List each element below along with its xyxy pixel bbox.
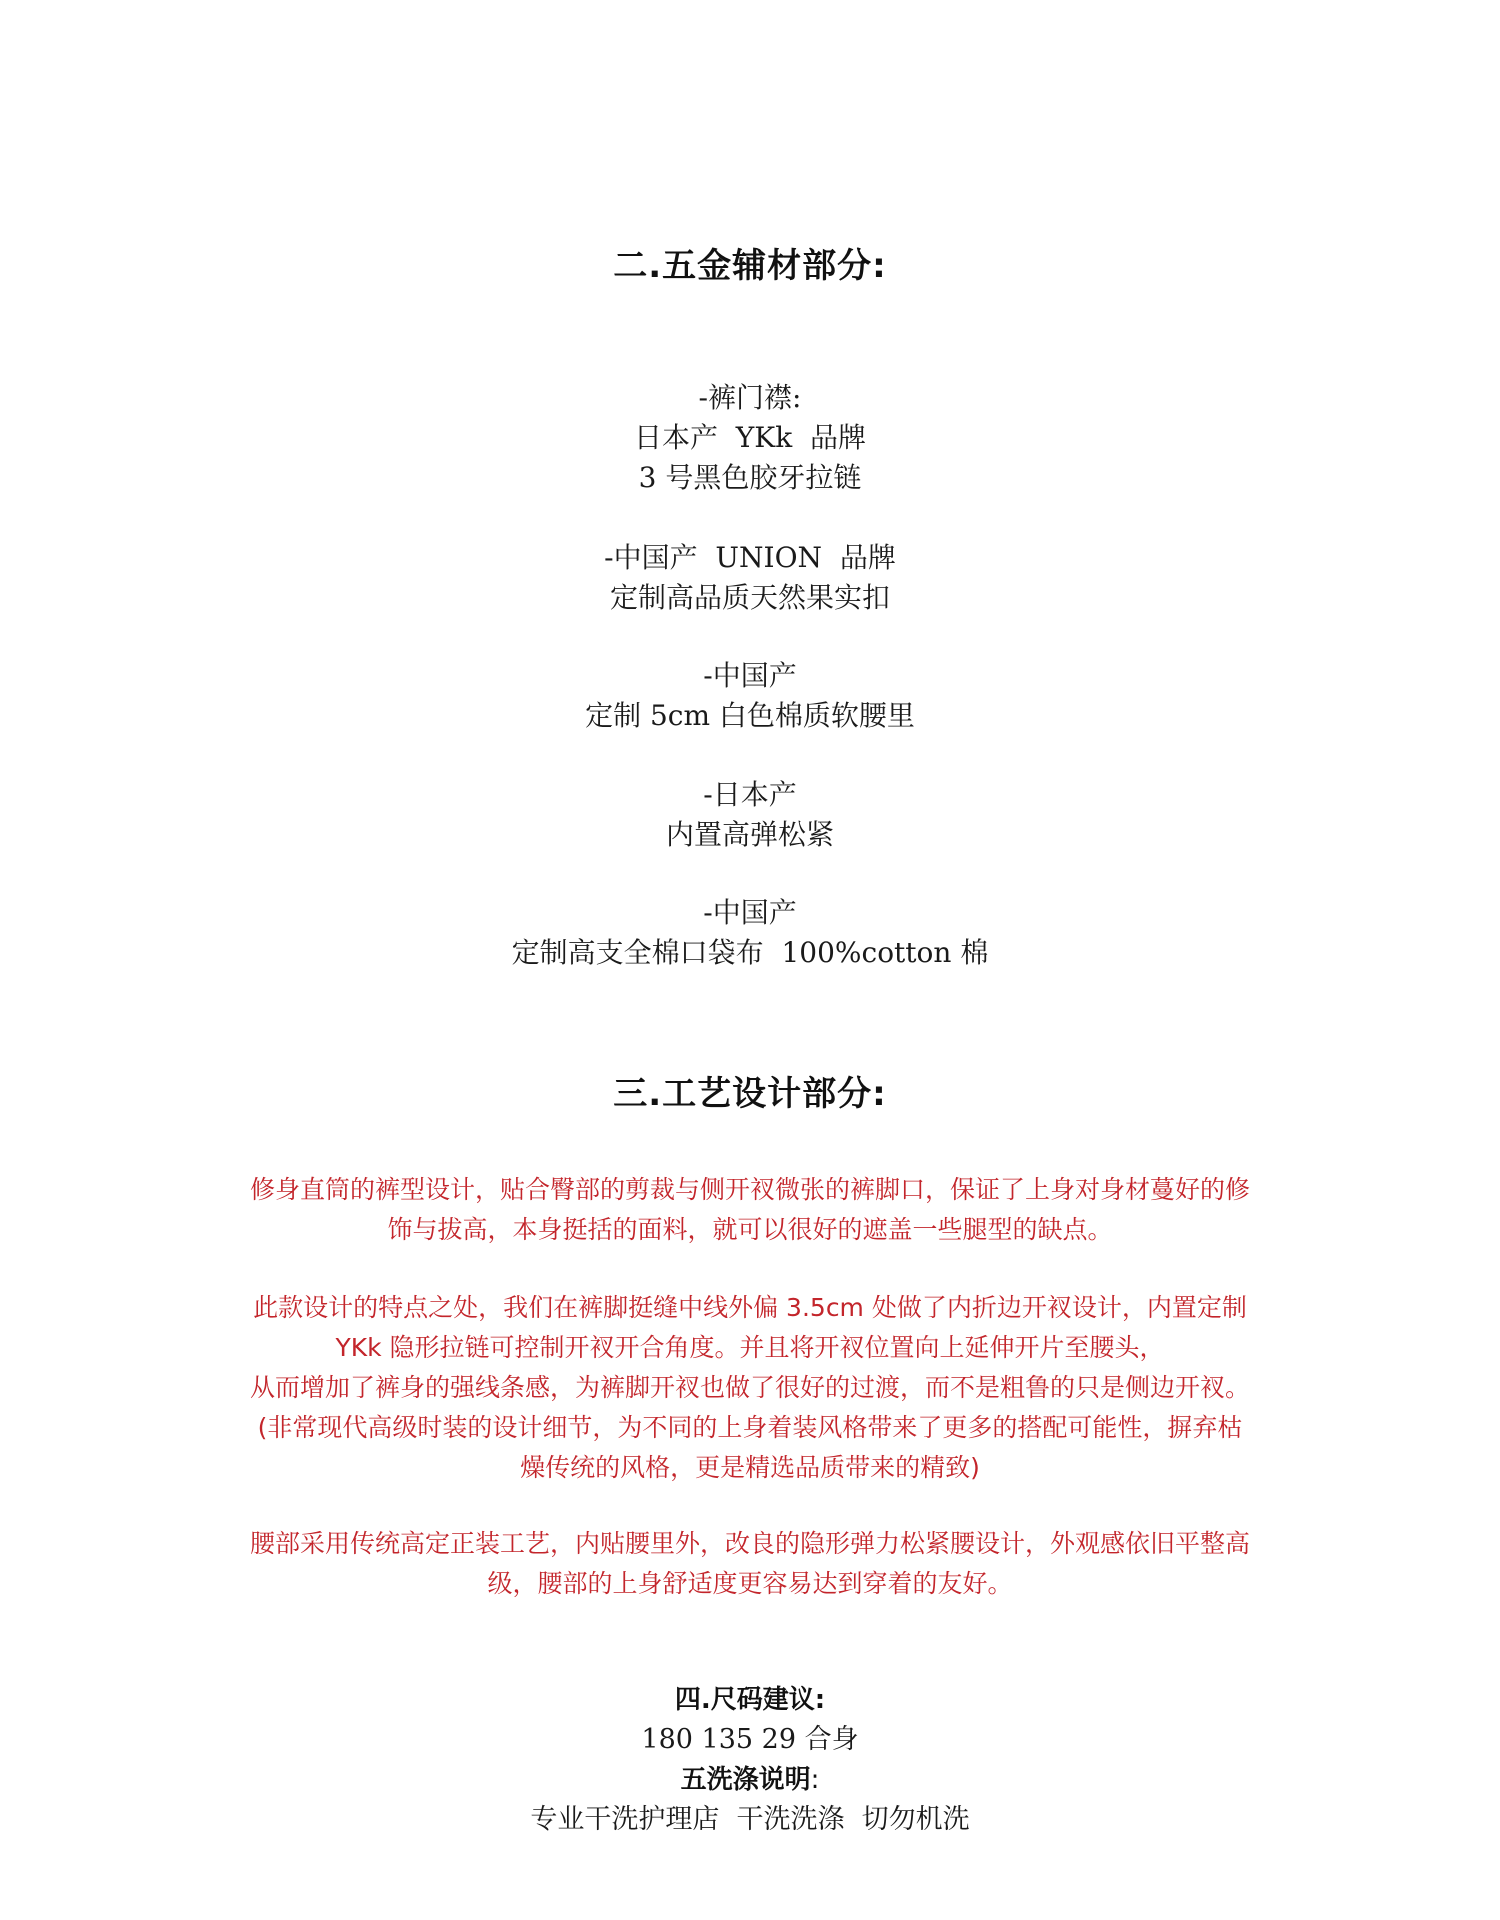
section5-title-text: 五洗涤说明 xyxy=(680,1765,811,1795)
hardware-line: 定制高支全棉口袋布 100%cotton 棉 xyxy=(511,936,989,969)
section2-group-3 xyxy=(0,656,1500,736)
hardware-line: 内置高弹松紧 xyxy=(665,818,834,851)
hardware-line: 3 号黑色胶牙拉链 xyxy=(638,461,862,494)
hardware-line: -中国产 xyxy=(703,659,797,692)
hardware-line: -中国产 UNION 品牌 xyxy=(604,541,896,574)
paragraph-line: 腰部采用传统高定正装工艺，内贴腰里外，改良的隐形弹力松紧腰设计，外观感依旧平整高 xyxy=(249,1529,1250,1558)
section5-title xyxy=(0,1760,1500,1800)
paragraph-line: 修身直筒的裤型设计，贴合臀部的剪裁与侧开衩微张的裤脚口，保证了上身对身材蔓好的修 xyxy=(249,1175,1250,1204)
hardware-line: 定制高品质天然果实扣 xyxy=(609,581,890,614)
hardware-line: 日本产 YKk 品牌 xyxy=(634,421,866,454)
paragraph-line: 从而增加了裤身的强线条感，为裤脚开衩也做了很好的过渡，而不是粗鲁的只是侧边开衩。 xyxy=(249,1373,1250,1402)
section3-paragraph-1 xyxy=(0,1170,1500,1250)
paragraph-line: (非常现代高级时装的设计细节，为不同的上身着装风格带来了更多的搭配可能性，摒弃枯 xyxy=(257,1413,1243,1442)
paragraph-line: YKk 隐形拉链可控制开衩开合角度。并且将开衩位置向上延伸开片至腰头， xyxy=(335,1333,1165,1362)
section4-title: 四.尺码建议: xyxy=(674,1685,826,1715)
section2-title: 二.五金辅材部分: xyxy=(613,246,887,286)
section2-group-4 xyxy=(0,775,1500,855)
size-and-care xyxy=(0,1680,1500,1840)
section2-group-5 xyxy=(0,893,1500,973)
hardware-line: -日本产 xyxy=(703,778,797,811)
hardware-line: 定制 5cm 白色棉质软腰里 xyxy=(585,699,915,732)
paragraph-line: 饰与拔高，本身挺括的面料，就可以很好的遮盖一些腿型的缺点。 xyxy=(387,1215,1113,1244)
paragraph-line: 此款设计的特点之处，我们在裤脚挺缝中线外偏 3.5cm 处做了内折边开衩设计，内置定制 xyxy=(253,1293,1247,1322)
size-value: 180 135 29 合身 xyxy=(641,1724,859,1755)
section5-title-colon: : xyxy=(810,1765,820,1795)
paragraph-line: 燥传统的风格，更是精选品质带来的精致) xyxy=(520,1453,980,1482)
hardware-line: -中国产 xyxy=(703,896,797,929)
paragraph-line: 级，腰部的上身舒适度更容易达到穿着的友好。 xyxy=(487,1569,1013,1598)
care-value: 专业干洗护理店 干洗洗涤 切勿机洗 xyxy=(530,1804,970,1835)
section3-paragraph-2 xyxy=(0,1288,1500,1488)
section3-paragraph-3 xyxy=(0,1524,1500,1604)
section2-group-1 xyxy=(0,378,1500,498)
section3-title: 三.工艺设计部分: xyxy=(613,1074,887,1114)
hardware-line: -裤门襟: xyxy=(698,381,802,414)
section2-group-2 xyxy=(0,538,1500,618)
